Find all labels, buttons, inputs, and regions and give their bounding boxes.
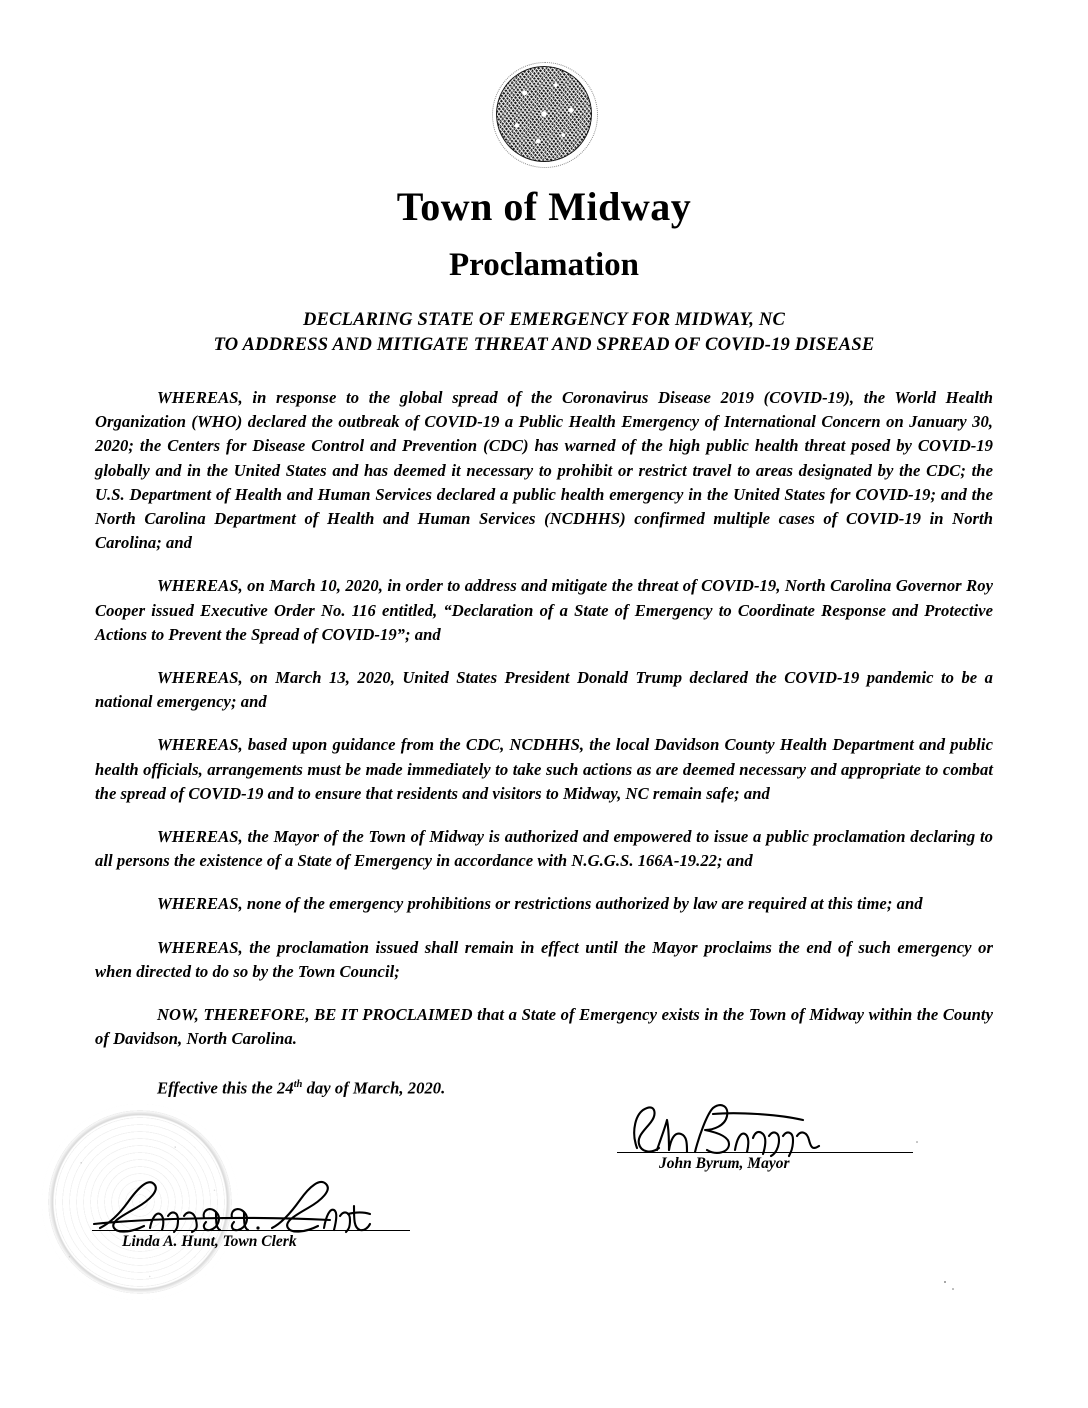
paragraph-whereas-mayor-authority — [95, 825, 993, 873]
subtitle — [0, 308, 1088, 358]
paragraph-now-therefore — [95, 1003, 993, 1051]
paragraph-text: WHEREAS, on March 10, 2020, in order to address and mitigate the threat of COVID-19, North Carolina Governor Roy Cooper issued Executive Order No. 116 entitled, “Declaration of a State of Emergency to Coordinate Response and Protective Actions to Prevent the Spread of COVID-19”; and — [95, 576, 993, 644]
subtitle-line-2: TO ADDRESS AND MITIGATE THREAT AND SPREAD OF COVID-19 DISEASE — [213, 335, 875, 355]
signature-block-clerk — [92, 1186, 410, 1251]
paragraph-text: WHEREAS, the proclamation issued shall remain in effect until the Mayor proclaims the end of such emergency or when directed to do so by the Town Council; — [95, 937, 993, 981]
clerk-name-title: Linda A. Hunt, Town Clerk — [122, 1233, 297, 1250]
paragraph-text: WHEREAS, the Mayor of the Town of Midway is authorized and empowered to issue a public proclamation declaring to all persons the existence of a State of Emergency in accordance with N.G.G.S. 166A-19.22; and — [95, 827, 993, 871]
signature-block-mayor — [617, 1108, 913, 1173]
john-byrum-signature — [617, 1108, 913, 1152]
effective-date-prefix: Effective this the 24 — [157, 1079, 294, 1098]
paragraph-text: NOW, THEREFORE, BE IT PROCLAIMED that a State of Emergency exists in the Town of Midway within the County of Davidson, North Carolina. — [95, 1005, 993, 1049]
document-type-heading: Proclamation — [448, 247, 640, 283]
mayor-name-title: John Byrum, Mayor — [659, 1155, 790, 1172]
page-title: Town of Midway — [396, 184, 692, 229]
paragraph-whereas-executive-order — [95, 574, 993, 647]
paragraph-text: WHEREAS, on March 13, 2020, United States President Donald Trump declared the COVID-19 pandemic to be a national emergency; and — [95, 668, 993, 712]
paragraph-text: WHEREAS, based upon guidance from the CDC, NCDHHS, the local Davidson County Health Department and public health officials, arrangements must be made immediately to take such actions as are deemed necessary and appropriate to combat the spread of COVID-19 and to ensure that residents and visitors to Midway, NC remain safe; and — [95, 735, 993, 803]
town-seal-container — [0, 66, 1088, 162]
paragraph-text: WHEREAS, in response to the global spread of the Coronavirus Disease 2019 (COVID-19), the World Health Organization (WHO) declared the outbreak of COVID-19 a Public Health Emergency of International Concern on January 30, 2020; the Centers for Disease Control and Prevention (CDC) has warned of the high public health threat posed by COVID-19 globally and in the United States and has deemed it necessary to prohibit or restrict travel to areas designated by the CDC; the U.S. Department of Health and Human Services declared a public health emergency in the United States for COVID-19; and the North Carolina Department of Health and Human Services (NCDHHS) confirmed multiple cases of COVID-19 in North Carolina; and — [95, 388, 993, 553]
effective-date-suffix: day of March, 2020. — [302, 1079, 446, 1098]
town-seal-ring — [492, 62, 598, 168]
paragraph-text: WHEREAS, none of the emergency prohibitions or restrictions authorized by law are required at this time; and — [157, 894, 923, 914]
scan-speck — [952, 1288, 954, 1290]
document-body — [95, 386, 993, 1101]
subtitle-line-1: DECLARING STATE OF EMERGENCY FOR MIDWAY, NC — [302, 310, 786, 330]
linda-a-hunt-signature — [92, 1186, 410, 1230]
paragraph-whereas-no-restrictions — [95, 892, 993, 916]
paragraph-whereas-national-emergency — [95, 666, 993, 714]
scan-speck — [916, 1141, 918, 1143]
paragraph-whereas-cdc-guidance — [95, 733, 993, 806]
paragraph-whereas-remain-in-effect — [95, 936, 993, 984]
scan-speck — [944, 1281, 946, 1283]
paragraph-whereas-global-spread — [95, 386, 993, 555]
effective-date-ordinal: th — [293, 1079, 303, 1091]
